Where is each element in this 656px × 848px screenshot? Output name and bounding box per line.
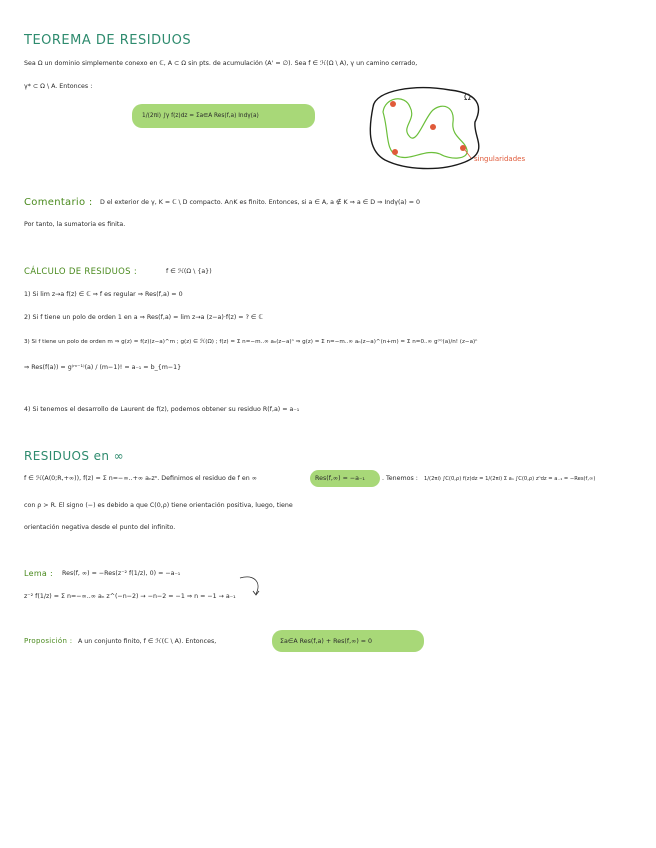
infinito-tenemos: . Tenemos : (382, 475, 418, 482)
singularity-point (390, 101, 396, 107)
theorem-formula: 1/(2πi) ∫γ f(z)dz = Σa∈A Res(f,a) Indγ(a) (142, 113, 259, 119)
calculo-item-1: 1) Si lim z→a f(z) ∈ ℂ ⇒ f es regular ⇒ Res(f,a) = 0 (24, 291, 183, 298)
page-title: TEOREMA DE RESIDUOS (24, 33, 192, 48)
infinito-integral-formula: 1/(2πi) ∫C(0,ρ) f(z)dz = 1/(2πi) Σ aₙ ∫C(0,ρ) zⁿdz = a₋₁ = −Res(f,∞) (424, 476, 596, 482)
comentario-line-1: D el exterior de γ, K = ℂ \ D compacto. A∩K es finito. Entonces, si a ∈ A, a ∉ K ⇒ a ∈ D ⇒ Indγ(a) = 0 (100, 199, 421, 206)
lema-arrow (236, 572, 266, 600)
proposicion-text: A un conjunto finito, f ∈ ℋ(ℂ \ A). Entonces, (78, 638, 217, 645)
singularity-point (430, 124, 436, 130)
intro-line-1: Sea Ω un dominio simplemente conexo en ℂ, A ⊂ Ω sin pts. de acumulación (A' = ∅). Sea f ∈ ℋ(Ω \ A), γ un camino cerrado, (24, 60, 418, 67)
singularities-annotation: singularidades (474, 155, 526, 163)
calculo-item-4: 4) Si tenemos el desarrollo de Laurent de f(z), podemos obtener su residuo R(f,a) = a₋₁ (24, 406, 300, 413)
lema-line-2: z⁻² f(1/z) = Σ n=−∞..∞ aₙ z^(−n−2) → −n−2 = −1 ⇒ n = −1 → a₋₁ (24, 593, 236, 600)
comentario-label: Comentario : (24, 197, 93, 208)
calculo-item-3: 3) Si f tiene un polo de orden m ⇒ g(z) = f(z)(z−a)^m ; g(z) ∈ ℋ(Ω) ; f(z) = Σ n=−m..∞ aₙ(z−a)ⁿ ⇒ g(z) = Σ n=−m..∞ aₙ(z−a)^(n+m) = Σ n=0..∞ g⁽ⁿ⁾(a)/n! (z−a)ⁿ (24, 339, 478, 345)
singularity-point (392, 149, 398, 155)
res-infinity-definition: Res(f,∞) = −a₋₁ (315, 475, 365, 482)
infinito-line-1a: f ∈ ℋ(A(0;R,+∞)), f(z) = Σ n=−∞..+∞ aₙzⁿ. Definimos el residuo de f en ∞ (24, 475, 258, 482)
comentario-line-2: Por tanto, la sumatoria es finita. (24, 221, 126, 228)
calculo-condition: f ∈ ℋ(Ω \ {a}) (166, 268, 212, 275)
proposicion-formula: Σa∈A Res(f,a) + Res(f,∞) = 0 (280, 638, 373, 645)
intro-line-2: γ* ⊂ Ω \ A. Entonces : (24, 83, 93, 90)
infinito-line-2: con ρ > R. El signo (−) es debido a que C(0,ρ) tiene orientación positiva, luego, tiene (24, 502, 293, 509)
omega-label: Ω (464, 93, 471, 103)
calculo-item-3b: ⇒ Res(f(a)) = g⁽ᵐ⁻¹⁾(a) / (m−1)! = a₋₁ = b_{m−1} (24, 364, 182, 371)
lema-label: Lema : (24, 569, 53, 578)
infinito-line-3: orientación negativa desde el punto del infinito. (24, 524, 176, 531)
proposicion-label: Proposición : (24, 637, 73, 645)
calculo-heading: CÁLCULO DE RESIDUOS : (24, 267, 137, 277)
infinito-heading: RESIDUOS en ∞ (24, 449, 124, 463)
calculo-item-2: 2) Si f tiene un polo de orden 1 en a ⇒ Res(f,a) = lim z→a (z−a)·f(z) = ? ∈ ℂ (24, 314, 263, 321)
lema-line-1: Res(f, ∞) = −Res(z⁻² f(1/z), 0) = −a₋₁ (62, 570, 181, 577)
